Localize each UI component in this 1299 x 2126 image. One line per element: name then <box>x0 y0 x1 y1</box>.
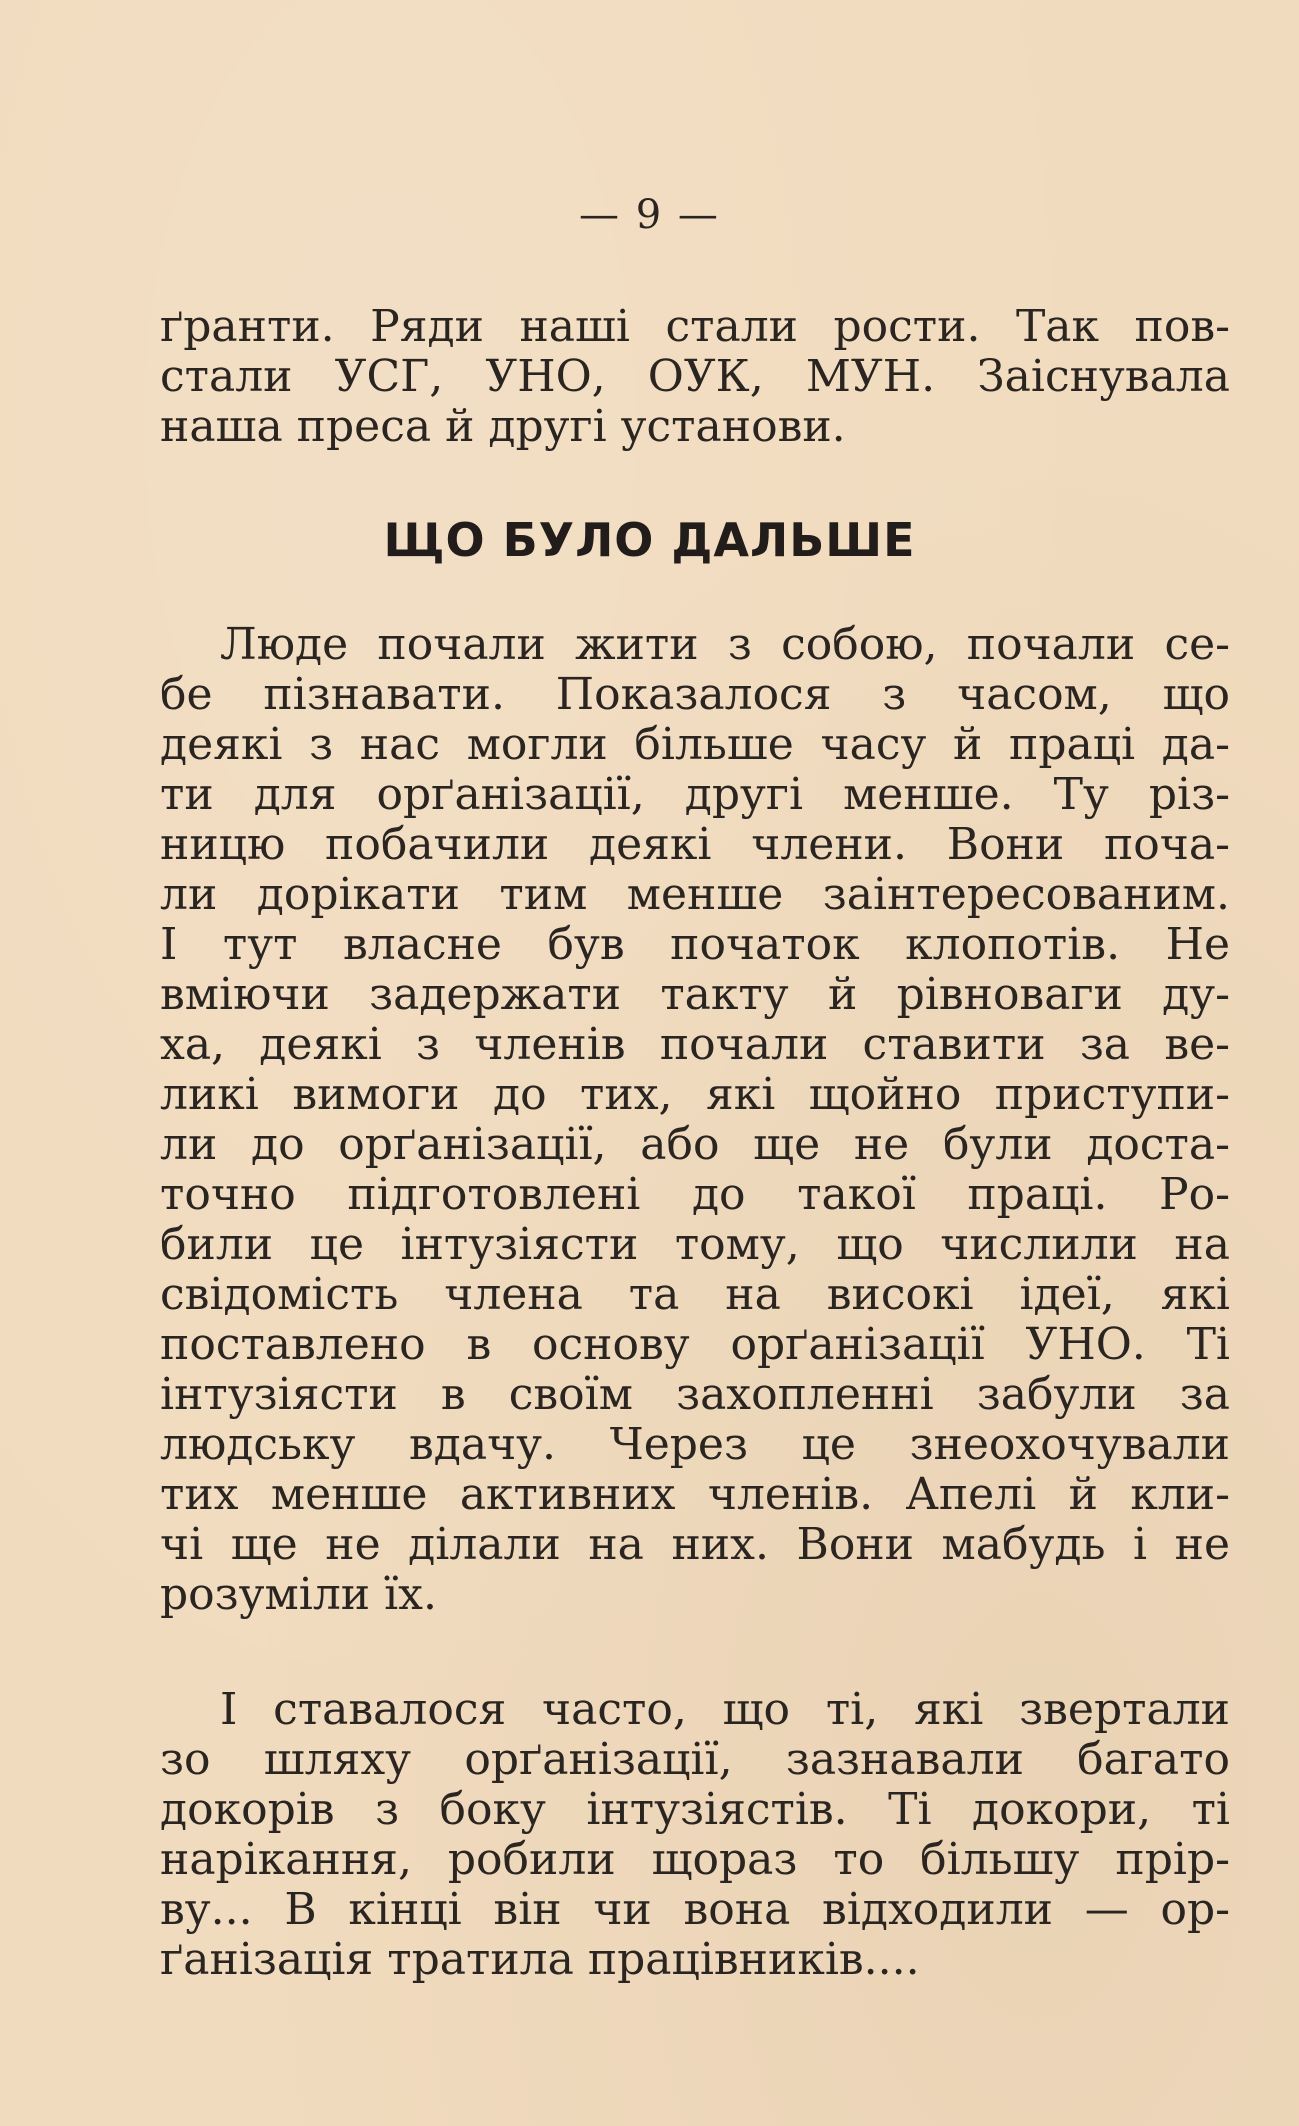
text-line: поставлено в основу орґанізації УНО. Ті <box>160 1320 1230 1370</box>
text-line: докорів з боку інтузіястів. Ті докори, ті <box>160 1785 1230 1835</box>
text-line: інтузіясти в своїм захопленні забули за <box>160 1370 1230 1420</box>
text-line: ву... В кінці він чи вона відходили — ор- <box>160 1885 1230 1935</box>
text-line: Люде почали жити з собою, почали се- <box>220 620 1230 670</box>
text-line: І ставалося часто, що ті, які звертали <box>220 1685 1230 1735</box>
text-line: тих менше активних членів. Апелі й кли- <box>160 1470 1230 1520</box>
text-line: свідомість члена та на високі ідеї, які <box>160 1270 1230 1320</box>
intro-paragraph <box>160 302 1230 452</box>
text-line: І тут власне був початок клопотів. Не <box>160 920 1230 970</box>
text-line: били це інтузіясти тому, що числили на <box>160 1220 1230 1270</box>
text-line: ха, деякі з членів почали ставити за ве- <box>160 1020 1230 1070</box>
text-line: чі ще не ділали на них. Вони мабудь і не <box>160 1520 1230 1570</box>
section-heading: ЩО БУЛО ДАЛЬШЕ <box>383 513 916 567</box>
text-line: бе пізнавати. Показалося з часом, що <box>160 670 1230 720</box>
text-line: ницю побачили деякі члени. Вони поча- <box>160 820 1230 870</box>
text-line: зо шляху орґанізації, зазнавали багато <box>160 1735 1230 1785</box>
text-line: ликі вимоги до тих, які щойно приступи- <box>160 1070 1230 1120</box>
text-line: ти для орґанізації, другі менше. Ту різ- <box>160 770 1230 820</box>
text-line: ґанізація тратила працівників.... <box>160 1935 920 1985</box>
text-line: точно підготовлені до такої праці. Ро- <box>160 1170 1230 1220</box>
paragraph-2 <box>160 1685 1230 1985</box>
text-line: вміючи задержати такту й рівноваги ду- <box>160 970 1230 1020</box>
text-line: нарікання, робили щораз то більшу прір- <box>160 1835 1230 1885</box>
page-number: — 9 — <box>579 192 720 238</box>
text-line: ли до орґанізації, або ще не були доста- <box>160 1120 1230 1170</box>
text-line: наша преса й другі установи. <box>160 402 846 452</box>
text-line: стали УСГ, УНО, ОУК, МУН. Заіснувала <box>160 352 1230 402</box>
text-line: ґранти. Ряди наші стали рости. Так пов- <box>160 302 1230 352</box>
paragraph-1 <box>160 620 1230 1620</box>
text-line: людську вдачу. Через це знеохочували <box>160 1420 1230 1470</box>
text-line: розуміли їх. <box>160 1570 437 1620</box>
text-line: ли дорікати тим менше заінтересованим. <box>160 870 1230 920</box>
text-line: деякі з нас могли більше часу й праці да- <box>160 720 1230 770</box>
